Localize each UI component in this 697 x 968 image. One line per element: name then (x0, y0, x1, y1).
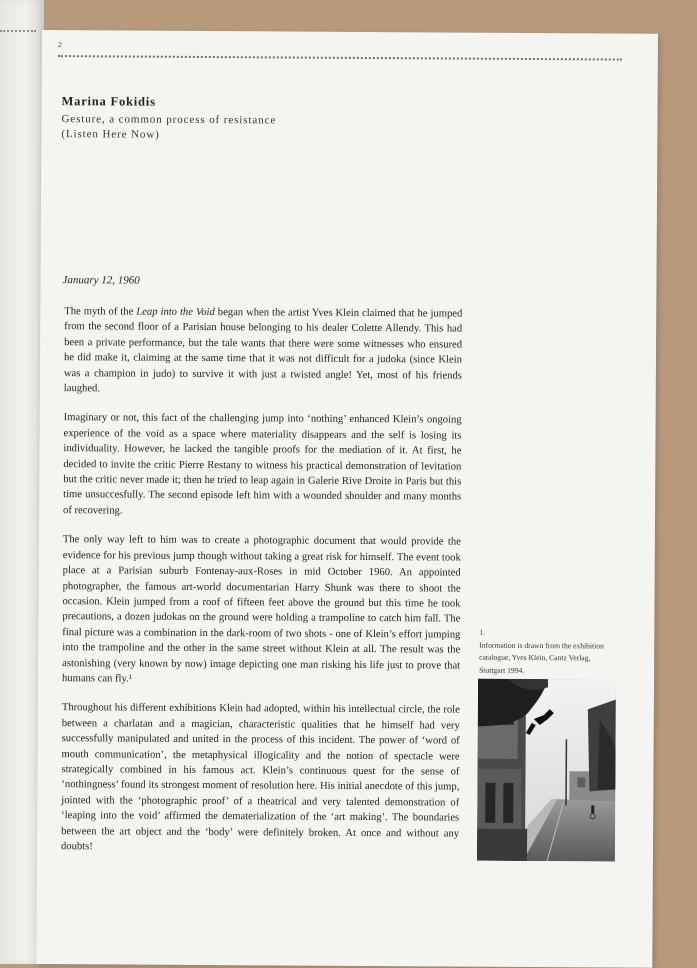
section-date: January 12, 1960 (62, 274, 140, 287)
paragraph-3: The only way left to him was to create a photographic document that would provide the evidence for his previous jump though without taking a great risk for himself. The event took place at a Parisian suburb Fontenay-aux-Roses in mid October 1960. An appointed photographer, the famous art-world documentarian Harry Shunk was there to shoot the occasion. Klein jumped from a roof of fifteen feet above the ground but this time he took precautions, a dozen judokas on the ground were holding a trampoline to catch him fall. The final picture was a combination in the dark-room of two shots - one of Klein’s effort jumping into the trampoline and the other in the same street without Klein at all. The result was the astonishing (very known by now) image depicting one man risking his life just to prove that humans can fly.¹ (62, 534, 461, 685)
page-number: 2 (57, 40, 62, 50)
paragraph-1 (64, 304, 463, 399)
article-subtitle (61, 112, 361, 144)
photo-image (477, 679, 616, 862)
facing-page-dotted-rule (0, 30, 36, 32)
subtitle-line-2: (Listen Here Now) (61, 128, 160, 141)
paragraph-1-end: began when the artist Yves Klein claimed that he jumped from the second floor of a Parisian house belonging to his dealer Colette Allendy. This had been a private performance, but the tale wants that there were some witnesses who ensured he did make it, claiming at the same time that it was not difficult for a judoka (since Klein was a champion in judo) to survive it with just a twisted angle! Yet, most of his friends laughed. (63, 307, 463, 395)
subtitle-line-1: Gesture, a common process of resistance (61, 113, 277, 127)
article-body (61, 304, 462, 871)
footnote-text: Information is drawn from the exhibition catalogue, Yves Klein, Cantz Verlag, Stuttgart 1994. (479, 640, 604, 675)
header-dotted-rule (58, 55, 622, 60)
paragraph-4: Throughout his different exhibitions Klein had adopted, within his intellectual circle, the role between a charlatan and a magician, characteristic qualities that he himself had very successfully manipulated and united in the process of this incident. The power of ‘word of mouth communication’, the metaphysical illogicality and the notion of spectacle were strategically combined in his famous act. Klein’s continuous quest for the sense of ‘nothingness’ found its strongest moment of resolution here. His initial anecdote of this jump, jointed with the ‘photographic proof’ of a theatrical and very talented demonstration of ‘leaping into the void’ affirmed the dematerialization of the ‘art making’. The boundaries between the art object and the ‘body’ were definitely broken. At once and without any doubts! (60, 702, 460, 853)
paragraph-1-start: The myth of the (64, 306, 137, 318)
artwork-title: Leap into the Void (136, 306, 215, 319)
author-name: Marina Fokidis (61, 94, 156, 109)
book-page (36, 30, 658, 968)
footnote (479, 627, 609, 678)
footnote-number: 1. (479, 627, 486, 637)
leap-into-the-void-photo (477, 679, 616, 862)
paragraph-2: Imaginary or not, this fact of the challenging jump into ‘nothing’ enhanced Klein’s ongoing experience of the void as a space where materiality disappears and the self is losing its individuality. However, he lacked the tangible proofs for the mediation of it. At first, he decided to invite the critic Pierre Restany to witness his practical demonstration of levitation but the critic never made it; then he tried to leap again in Galerie Rive Droite in Paris but this time unsuccesfully. The second episode left him with a wounded shoulder and many months of recovering. (63, 412, 462, 517)
